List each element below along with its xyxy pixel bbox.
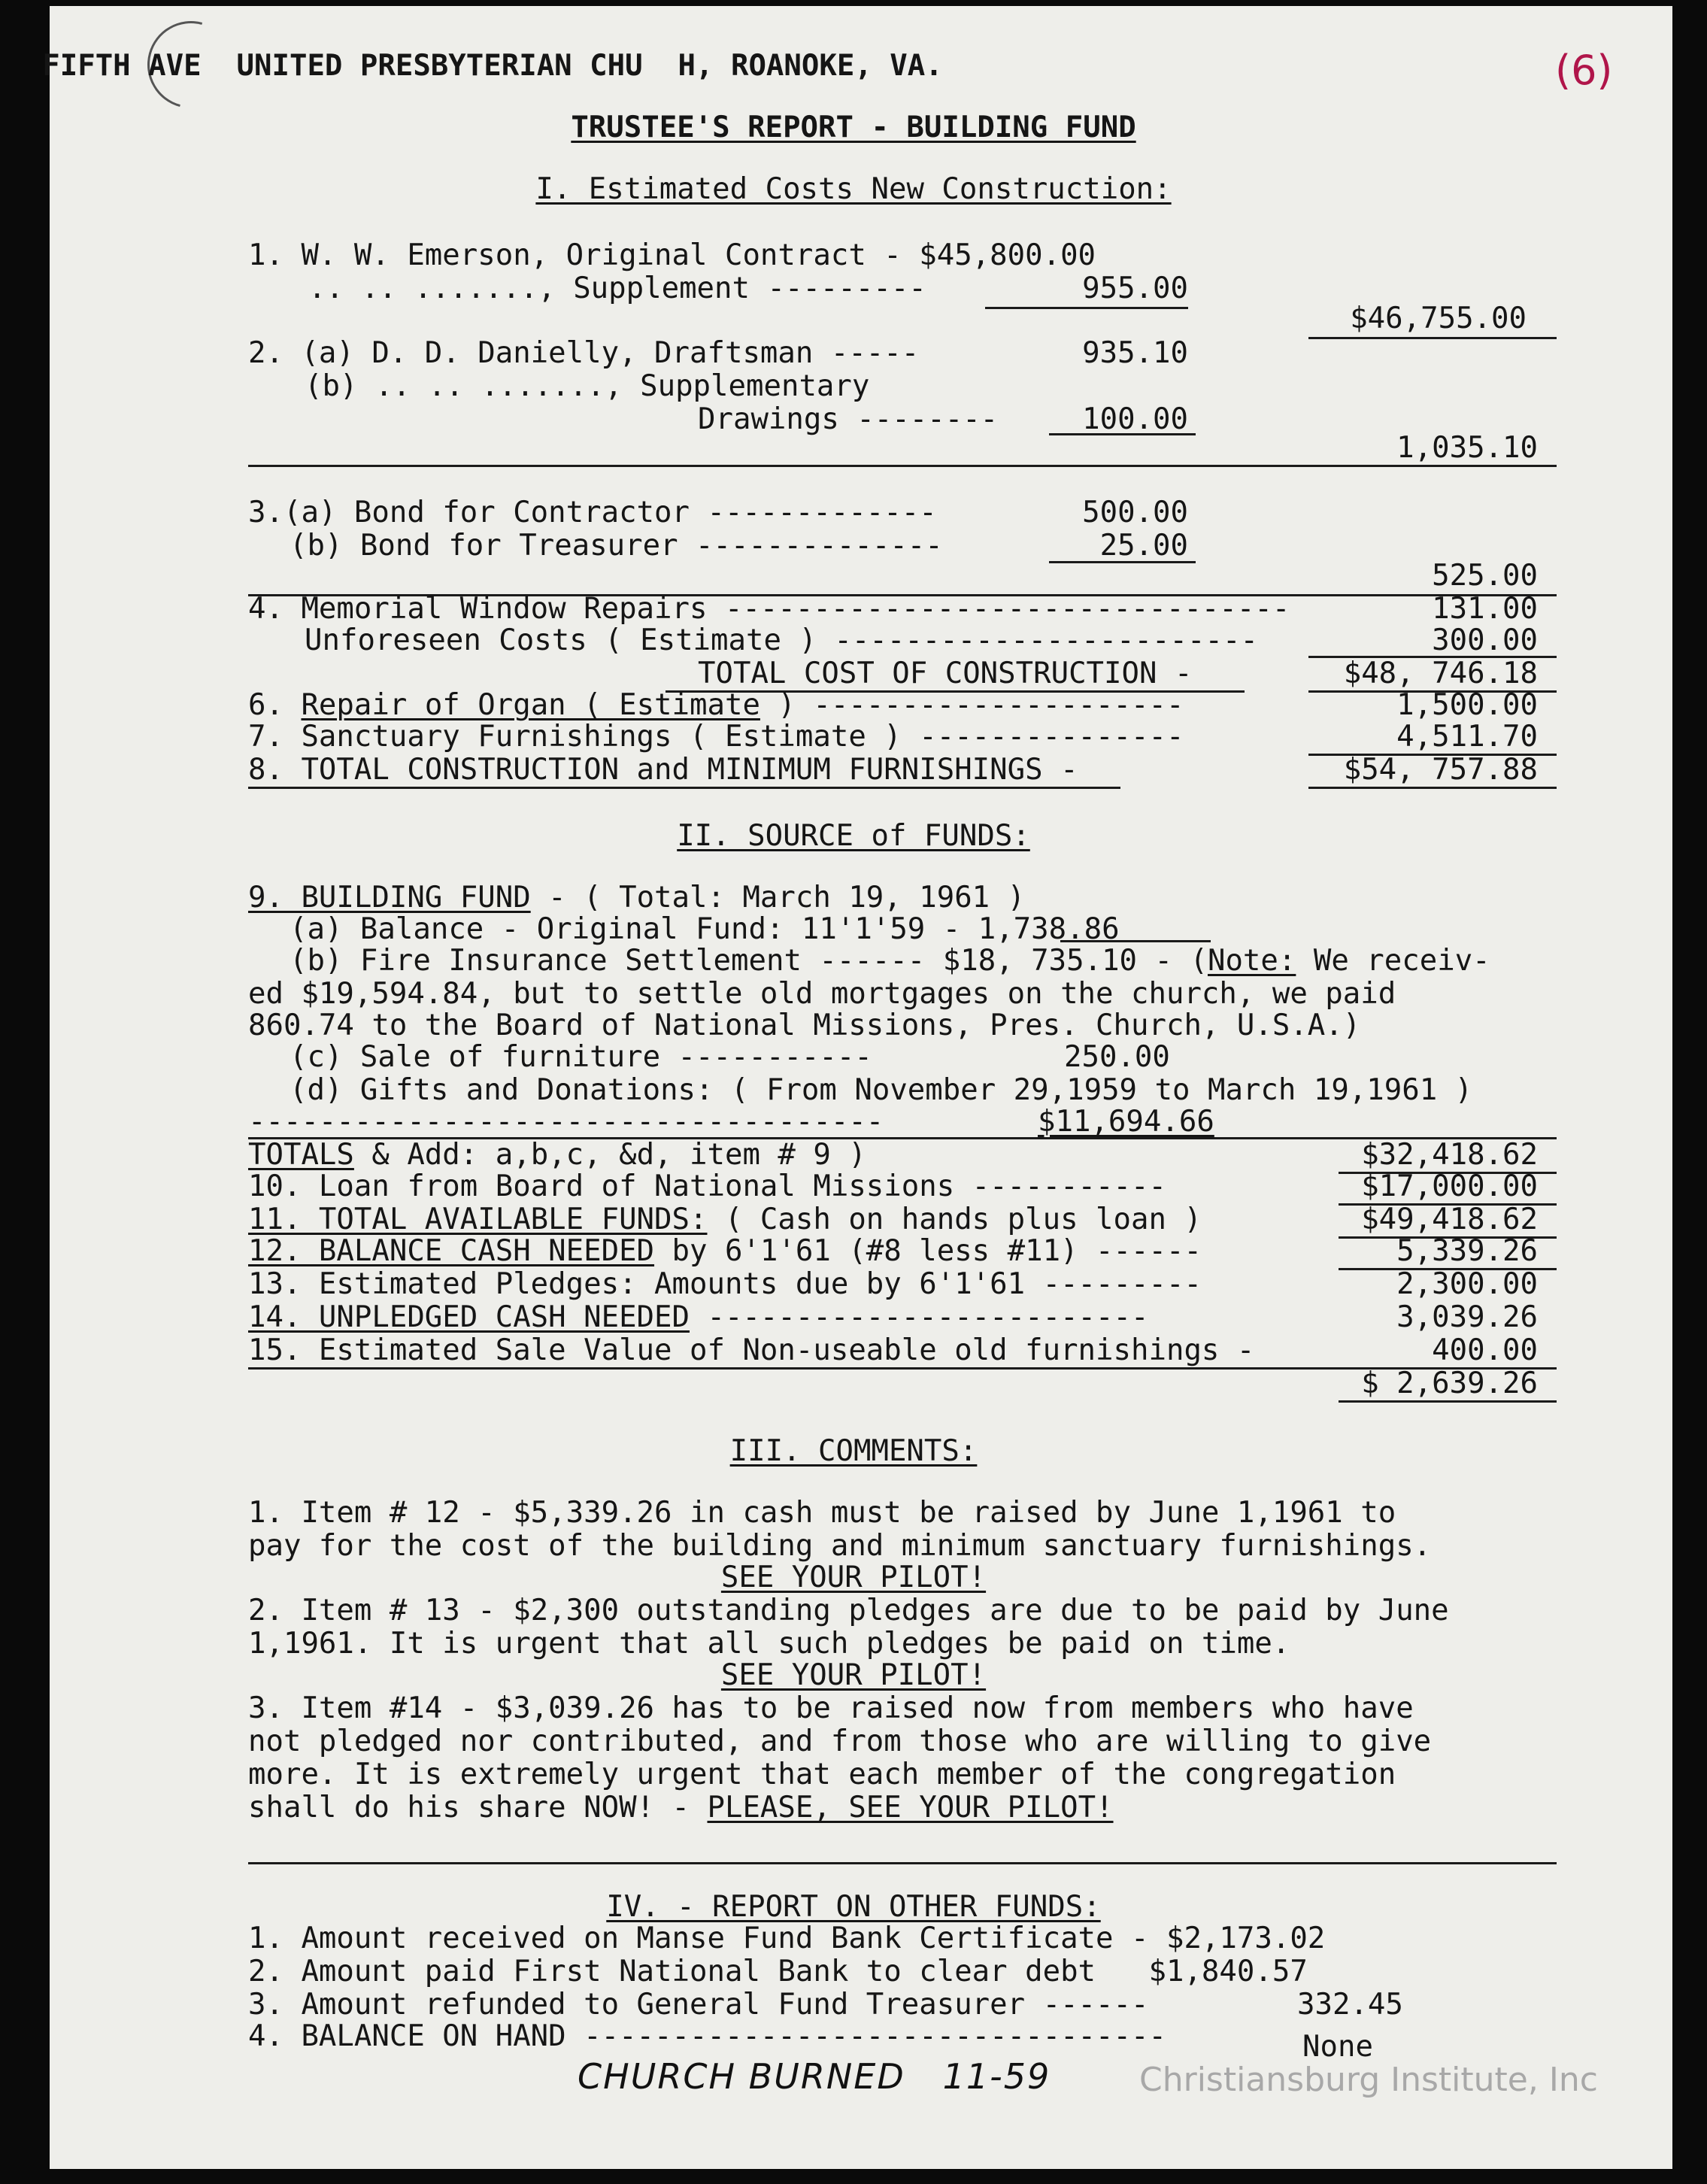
rule	[1308, 337, 1557, 339]
totals-amount: $32,418.62	[1361, 1138, 1538, 1172]
item-1-supplement: .. .. ......., Supplement ---------	[308, 271, 926, 305]
other-fund-2: 2. Amount paid First National Bank to clear debt $1,840.57	[248, 1955, 1308, 1988]
item-6-number: 6.	[248, 688, 283, 722]
item-6-label: Repair of Organ ( Estimate	[301, 688, 760, 722]
item-15-sale-value: 15. Estimated Sale Value of Non-useable old furnishings -	[248, 1333, 1255, 1367]
item-2b-amount: 100.00	[1082, 402, 1188, 436]
note-label: Note:	[1207, 944, 1296, 978]
item-2a-draftsman: 2. (a) D. D. Danielly, Draftsman -----	[248, 336, 920, 370]
item-14-amount: 3,039.26	[1396, 1300, 1538, 1334]
rule	[1049, 433, 1196, 435]
other-fund-4-amount: None	[1302, 2030, 1373, 2064]
rule	[248, 787, 1120, 789]
item-9b-text: (b) Fire Insurance Settlement ------ $18, 735.10 - (	[290, 944, 1208, 978]
rule	[985, 307, 1188, 309]
item-9-label: 9. BUILDING FUND	[248, 881, 531, 915]
totals-line	[248, 1139, 866, 1172]
item-9b-note-text: We receiv-	[1296, 944, 1490, 978]
totals-formula: & Add: a,b,c, &d, item # 9 )	[353, 1138, 866, 1172]
other-fund-3: 3. Amount refunded to General Fund Treasurer ------	[248, 1988, 1149, 2022]
section-4-heading: IV. - REPORT ON OTHER FUNDS:	[606, 1890, 1101, 1924]
page-number-mark: (6)	[1555, 47, 1613, 94]
unforeseen-amount: 300.00	[1432, 623, 1538, 657]
item-12-balance-cash	[248, 1235, 1202, 1268]
item-9-total-date: - ( Total: March 19, 1961 )	[530, 881, 1026, 915]
item-12-detail: by 6'1'61 (#8 less #11) ------	[654, 1234, 1202, 1268]
section-3-heading: III. COMMENTS:	[729, 1434, 978, 1468]
item-10-amount: $17,000.00	[1361, 1169, 1538, 1203]
item-7-amount: 4,511.70	[1396, 720, 1538, 754]
other-fund-1: 1. Amount received on Manse Fund Bank Certificate - $2,173.02	[248, 1922, 1326, 1955]
item-9b-note-line-3: 860.74 to the Board of National Missions, Pres. Church, U.S.A.)	[248, 1009, 1361, 1042]
item-6-amount: 1,500.00	[1396, 688, 1538, 722]
item-6-dashes: ) ---------------------	[778, 688, 1184, 722]
rule	[248, 1862, 1557, 1864]
item-14-unpledged	[248, 1301, 1148, 1334]
item-7-furnishings: 7. Sanctuary Furnishings ( Estimate ) ---------------	[248, 720, 1184, 754]
comment-1-line-1: 1. Item # 12 - $5,339.26 in cash must be raised by June 1,1961 to	[248, 1496, 1396, 1530]
gifts-amount: $11,694.66	[1038, 1105, 1214, 1139]
rule	[1060, 940, 1211, 942]
rule	[1049, 561, 1196, 563]
item-3a-amount: 500.00	[1082, 496, 1188, 529]
item-3b-bond-treasurer: (b) Bond for Treasurer --------------	[290, 529, 943, 563]
rule	[1308, 787, 1557, 789]
item-3a-bond-contractor: 3.(a) Bond for Contractor -------------	[248, 496, 937, 529]
other-fund-3-amount: 332.45	[1297, 1988, 1403, 2022]
comment-3-line-3: more. It is extremely urgent that each member of the congregation	[248, 1758, 1396, 1791]
item-4-window-repairs: 4. Memorial Window Repairs --------------------------------	[248, 592, 1290, 626]
item-14-label: 14. UNPLEDGED CASH NEEDED	[248, 1300, 690, 1334]
section-1-heading: I. Estimated Costs New Construction:	[535, 172, 1172, 206]
item-3-total: 525.00	[1432, 559, 1538, 593]
rule	[1339, 1400, 1557, 1403]
please-see-your-pilot: PLEASE, SEE YOUR PILOT!	[707, 1791, 1114, 1825]
total-cost-amount: $48, 746.18	[1343, 657, 1538, 690]
other-fund-4-balance: 4. BALANCE ON HAND ---------------------------------	[248, 2019, 1166, 2053]
item-8-total-construction: 8. TOTAL CONSTRUCTION and MINIMUM FURNISHINGS -	[248, 753, 1078, 787]
item-9d-gifts: (d) Gifts and Donations: ( From November 29,1959 to March 19,1961 )	[290, 1073, 1473, 1107]
see-your-pilot-2: SEE YOUR PILOT!	[720, 1658, 987, 1692]
item-3b-amount: 25.00	[1099, 529, 1188, 563]
rule	[248, 465, 1557, 467]
item-15-amount: 400.00	[1432, 1333, 1538, 1367]
section-2-heading: II. SOURCE of FUNDS:	[677, 819, 1030, 853]
item-13-pledges: 13. Estimated Pledges: Amounts due by 6'1'61 ---------	[248, 1267, 1202, 1301]
comment-3-text: shall do his share NOW! -	[248, 1791, 708, 1825]
item-13-amount: 2,300.00	[1396, 1267, 1538, 1301]
church-heading: FIFTH AVE UNITED PRESBYTERIAN CHU H, ROANOKE, VA.	[42, 49, 943, 83]
unforeseen-costs: Unforeseen Costs ( Estimate ) ------------------------	[305, 623, 1258, 657]
report-title: TRUSTEE'S REPORT - BUILDING FUND	[571, 111, 1136, 144]
final-balance: $ 2,639.26	[1361, 1367, 1538, 1400]
comment-1-line-2: pay for the cost of the building and minimum sanctuary furnishings.	[248, 1529, 1432, 1563]
total-cost-label: TOTAL COST OF CONSTRUCTION -	[698, 657, 1193, 690]
see-your-pilot-1: SEE YOUR PILOT!	[720, 1561, 987, 1594]
item-14-dashes: -------------------------	[690, 1300, 1149, 1334]
totals-label: TOTALS	[248, 1138, 354, 1172]
archive-watermark: Christiansburg Institute, Inc	[1139, 2061, 1598, 2099]
item-9a-balance: (a) Balance - Original Fund: 11'1'59 - 1,738.86	[290, 912, 1120, 946]
comment-3-line-1: 3. Item #14 - $3,039.26 has to be raised now from members who have	[248, 1691, 1414, 1725]
item-11-detail: ( Cash on hands plus loan )	[707, 1203, 1202, 1236]
item-12-label: 12. BALANCE CASH NEEDED	[248, 1234, 655, 1268]
item-9b-note-line-2: ed $19,594.84, but to settle old mortgages on the church, we paid	[248, 977, 1396, 1011]
item-11-available-funds	[248, 1203, 1202, 1236]
comment-2-line-1: 2. Item # 13 - $2,300 outstanding pledges are due to be paid by June	[248, 1594, 1449, 1627]
item-4-amount: 131.00	[1432, 592, 1538, 626]
item-2-total: 1,035.10	[1396, 431, 1538, 465]
item-2b-supplementary: (b) .. .. ......., Supplementary	[305, 369, 870, 403]
comment-3-line-2: not pledged nor contributed, and from those who are willing to give	[248, 1724, 1432, 1758]
item-12-amount: 5,339.26	[1396, 1234, 1538, 1268]
item-2b-drawings: Drawings --------	[698, 402, 999, 436]
item-8-amount: $54, 757.88	[1343, 753, 1538, 787]
comment-2-line-2: 1,1961. It is urgent that all such pledges be paid on time.	[248, 1627, 1290, 1661]
comment-3-line-4	[248, 1791, 1114, 1825]
item-9c-amount: 250.00	[1064, 1040, 1170, 1074]
item-1-total: $46,755.00	[1350, 302, 1527, 335]
item-10-loan: 10. Loan from Board of National Missions -----------	[248, 1169, 1166, 1203]
item-11-amount: $49,418.62	[1361, 1203, 1538, 1236]
item-9c-furniture: (c) Sale of furniture -----------	[290, 1040, 872, 1074]
item-2a-amount: 935.10	[1082, 336, 1188, 370]
item-9-building-fund	[248, 881, 1025, 915]
dash-separator: ------------------------------------	[248, 1105, 884, 1139]
handwritten-note: CHURCH BURNED 11-59	[578, 2056, 1051, 2097]
item-6-organ	[248, 689, 1184, 722]
item-9b-insurance	[290, 945, 1490, 978]
item-1-contract: 1. W. W. Emerson, Original Contract - $45,800.00	[248, 238, 1096, 272]
item-11-label: 11. TOTAL AVAILABLE FUNDS:	[248, 1203, 708, 1236]
item-1-supplement-amount: 955.00	[1082, 271, 1188, 305]
